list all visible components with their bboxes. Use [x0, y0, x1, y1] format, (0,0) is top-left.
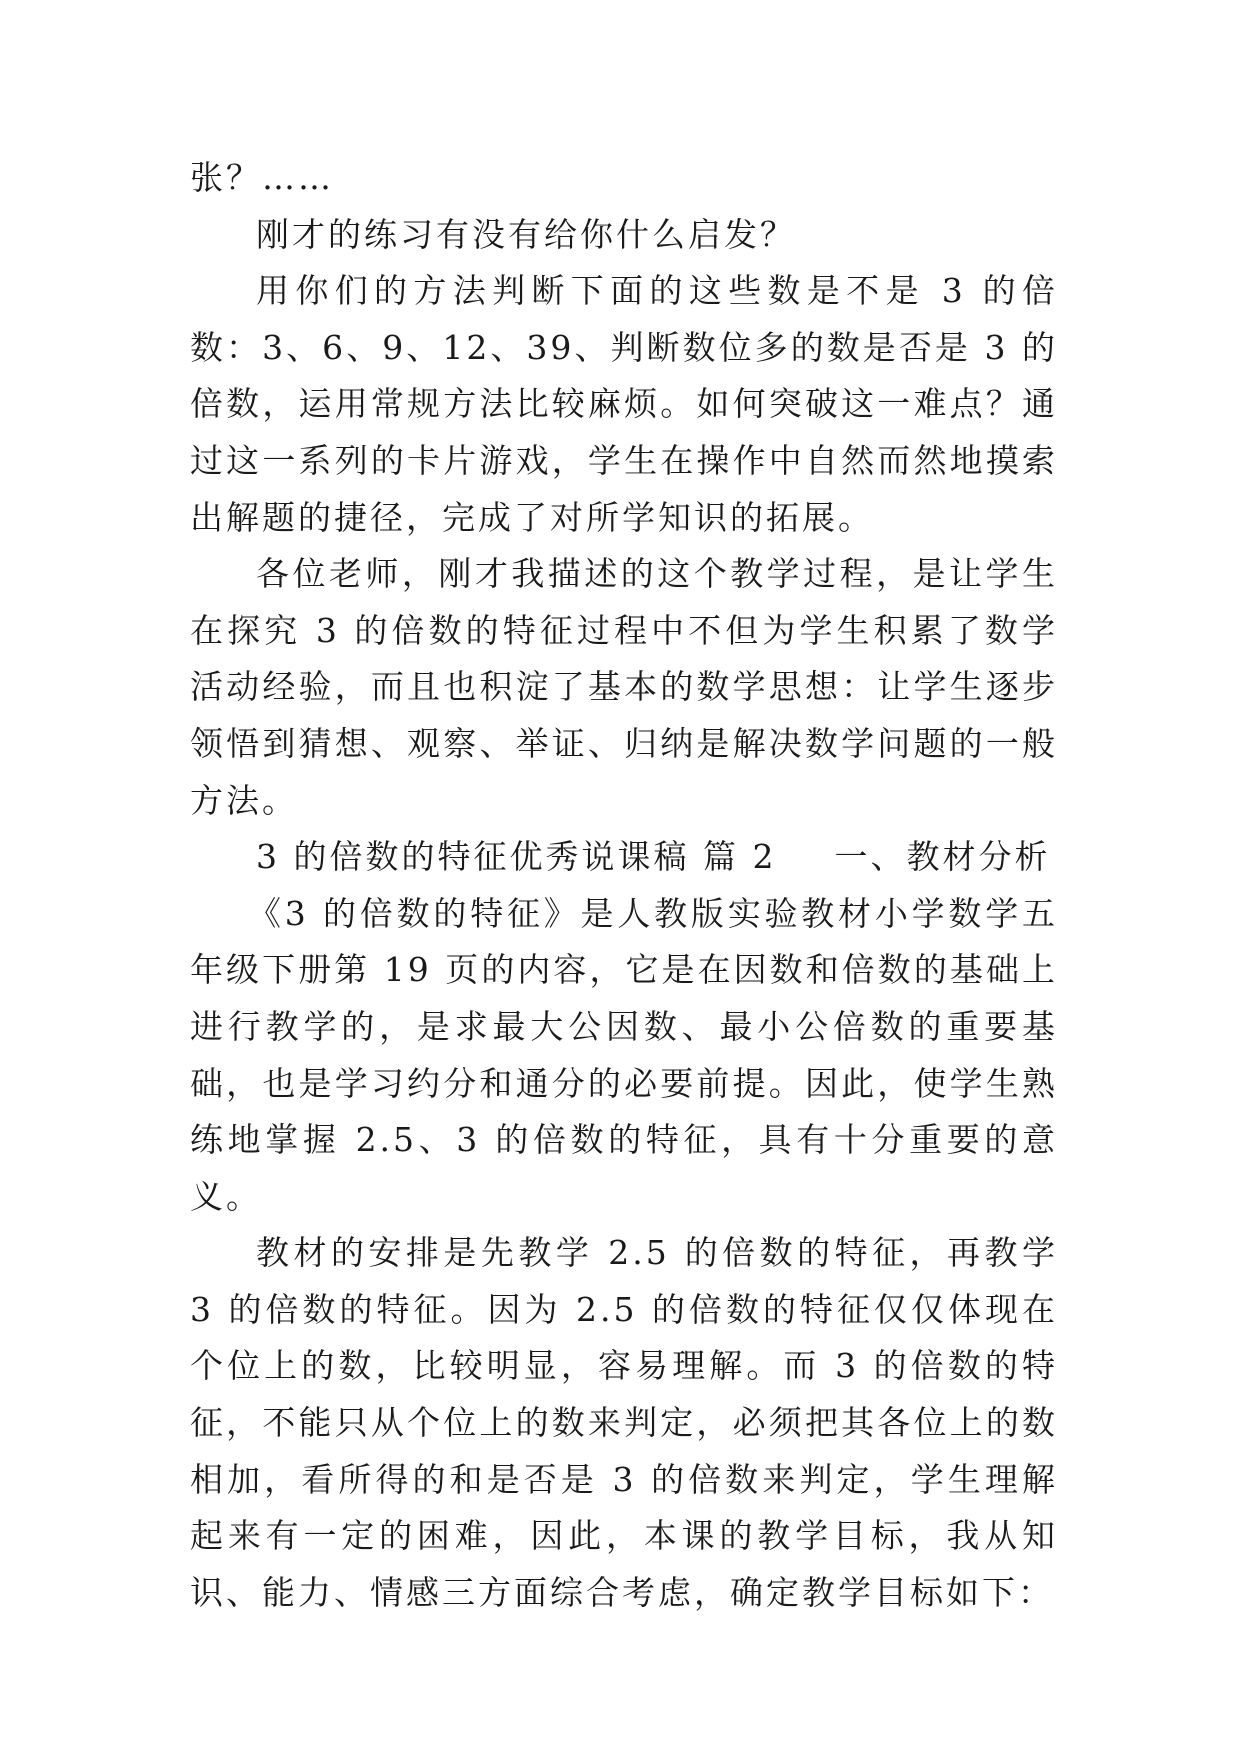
paragraph-arrangement: 教材的安排是先教学 2.5 的倍数的特征，再教学 3 的倍数的特征。因为 2.5 的倍数的特征仅仅体现在个位上的数，比较明显，容易理解。而 3 的倍数的特征，不能只从个位上的数来判定，必须把其各位上的数相加，看所得的和是否是 3 的倍数来判定，学生理解起来有一定的困难，因此，本课的教学目标，我从知识、能力、情感三方面综合考虑，确定教学目标如下： — [190, 1233, 1058, 1612]
paragraph-question: 刚才的练习有没有给你什么启发？ — [256, 214, 796, 254]
document-body — [190, 150, 1058, 1621]
heading-title: 3 的倍数的特征优秀说课稿 篇 2 — [256, 837, 777, 877]
heading-section: 一、教材分析 — [834, 837, 1051, 877]
section-heading — [190, 829, 1058, 886]
paragraph-method: 用你们的方法判断下面的这些数是不是 3 的倍数：3、6、9、12、39、判断数位多的数是否是 3 的倍数，运用常规方法比较麻烦。如何突破这一难点？通过这一系列的卡片游戏，学生在操作中自然而然地摸索出解题的捷径，完成了对所学知识的拓展。 — [190, 271, 1058, 537]
paragraph-textbook: 《3 的倍数的特征》是人教版实验教材小学数学五年级下册第 19 页的内容，它是在因数和倍数的基础上进行教学的，是求最大公因数、最小公倍数的重要基础，也是学习约分和通分的必要前提。因此，使学生熟练地掌握 2.5、3 的倍数的特征，具有十分重要的意义。 — [190, 893, 1058, 1216]
paragraph-continuation: 张？…… — [190, 158, 334, 197]
paragraph-summary: 各位老师，刚才我描述的这个教学过程，是让学生在探究 3 的倍数的特征过程中不但为学生积累了数学活动经验，而且也积淀了基本的数学思想：让学生逐步领悟到猜想、观察、举证、归纳是解决数学问题的一般方法。 — [190, 554, 1058, 820]
